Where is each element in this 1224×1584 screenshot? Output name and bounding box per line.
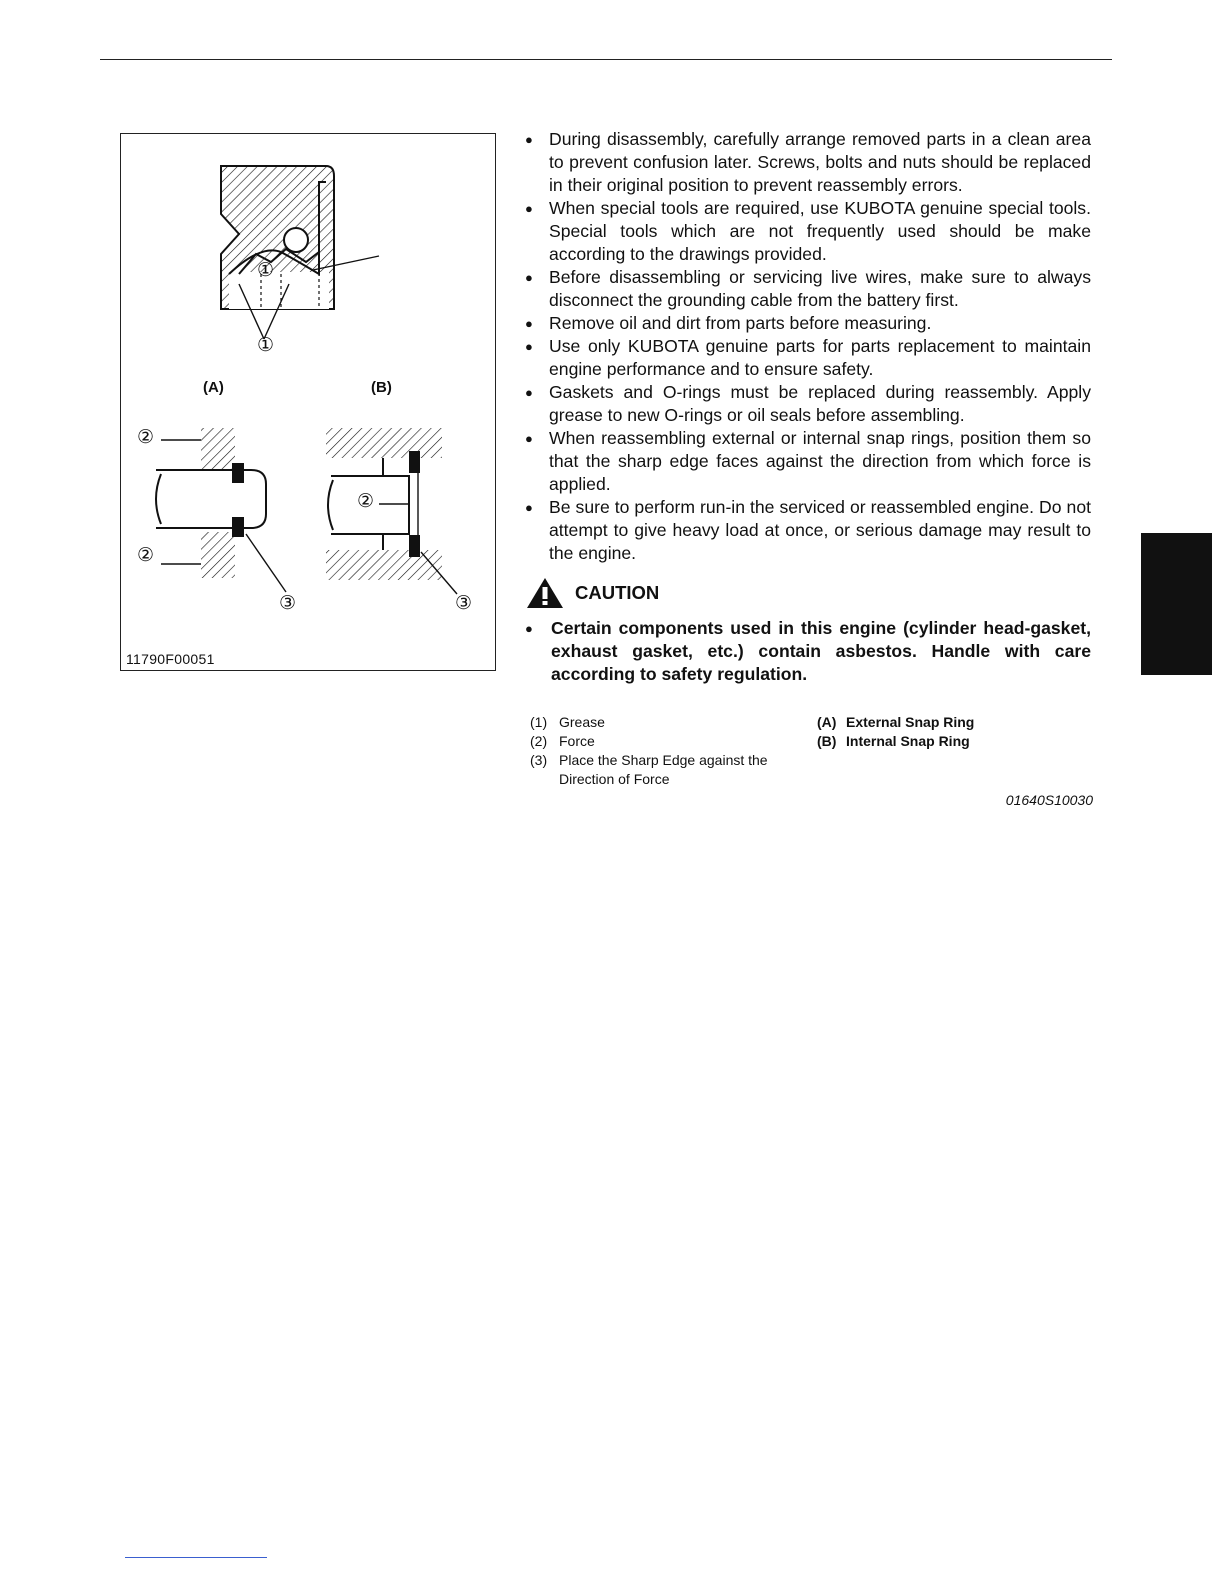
legend-row — [530, 732, 810, 751]
list-item: ● Before disassembling or servicing live wires, make sure to always disconnect the grounding cable from the battery first. — [525, 266, 1091, 312]
callout-2-a-top: ② — [137, 427, 155, 448]
label-a: (A) — [203, 379, 224, 396]
legend-key: (B) — [817, 733, 837, 749]
legend-key: (A) — [817, 714, 837, 730]
legend-text: Internal Snap Ring — [846, 733, 970, 749]
bullet-list — [525, 128, 1091, 565]
legend-key: (3) — [530, 752, 548, 768]
list-item: ● During disassembly, carefully arrange removed parts in a clean area to prevent confusion later. Screws, bolts and nuts should be replaced in their original position to prevent reassembly errors. — [525, 128, 1091, 197]
legend-key: (2) — [530, 733, 548, 749]
instructions-column — [525, 128, 1091, 686]
legend-text: Force — [559, 733, 595, 749]
footer-link-underline[interactable] — [125, 1557, 267, 1558]
callout-3-b: ③ — [455, 593, 473, 614]
callout-2-a-bottom: ② — [137, 545, 155, 566]
legend-row — [530, 713, 810, 732]
legend-text: Grease — [559, 714, 605, 730]
external-snap-ring-drawing — [156, 428, 286, 592]
caution-label: CAUTION — [575, 582, 660, 603]
section-tab — [1141, 533, 1212, 675]
list-item: ● Use only KUBOTA genuine parts for parts replacement to maintain engine performance and to ensure safety. — [525, 335, 1091, 381]
snap-ring-figure — [120, 133, 496, 671]
legend-row — [530, 751, 810, 789]
list-item: ● Be sure to perform run-in the serviced or reassembled engine. Do not attempt to give heavy load at once, or serious damage may result to the engine. — [525, 496, 1091, 565]
callout-1-bottom: ① — [257, 335, 275, 356]
list-item: ● When special tools are required, use KUBOTA genuine special tools. Special tools which are not frequently used should be make according to the drawings provided. — [525, 197, 1091, 266]
callout-1-top: ① — [257, 260, 275, 281]
caution-text: ● Certain components used in this engine (cylinder head-gasket, exhaust gasket, etc.) contain asbestos. Handle with care according to safety regulation. — [525, 617, 1091, 686]
reference-code: 01640S10030 — [1005, 792, 1093, 808]
internal-snap-ring-drawing — [326, 428, 457, 594]
legend-row — [817, 713, 1017, 732]
list-item: ● Remove oil and dirt from parts before measuring. — [525, 312, 1091, 335]
legend-key: (1) — [530, 714, 548, 730]
legend-numbered — [530, 713, 810, 789]
oil-seal-section — [221, 166, 379, 339]
legend-text: External Snap Ring — [846, 714, 975, 730]
callout-3-a: ③ — [279, 593, 297, 614]
figure-drawing — [121, 134, 497, 672]
caution-heading — [525, 575, 1091, 611]
callout-2-b: ② — [357, 491, 375, 512]
figure-id: 11790F00051 — [126, 651, 215, 667]
legend-text: Place the Sharp Edge against the Direction of Force — [559, 752, 768, 787]
header-rule — [100, 59, 1112, 60]
list-item: ● When reassembling external or internal snap rings, position them so that the sharp edge faces against the direction from which force is applied. — [525, 427, 1091, 496]
legend-lettered — [817, 713, 1017, 751]
warning-icon — [525, 576, 565, 610]
legend-row — [817, 732, 1017, 751]
label-b: (B) — [371, 379, 392, 396]
list-item: ● Gaskets and O-rings must be replaced during reassembly. Apply grease to new O-rings or oil seals before assembling. — [525, 381, 1091, 427]
